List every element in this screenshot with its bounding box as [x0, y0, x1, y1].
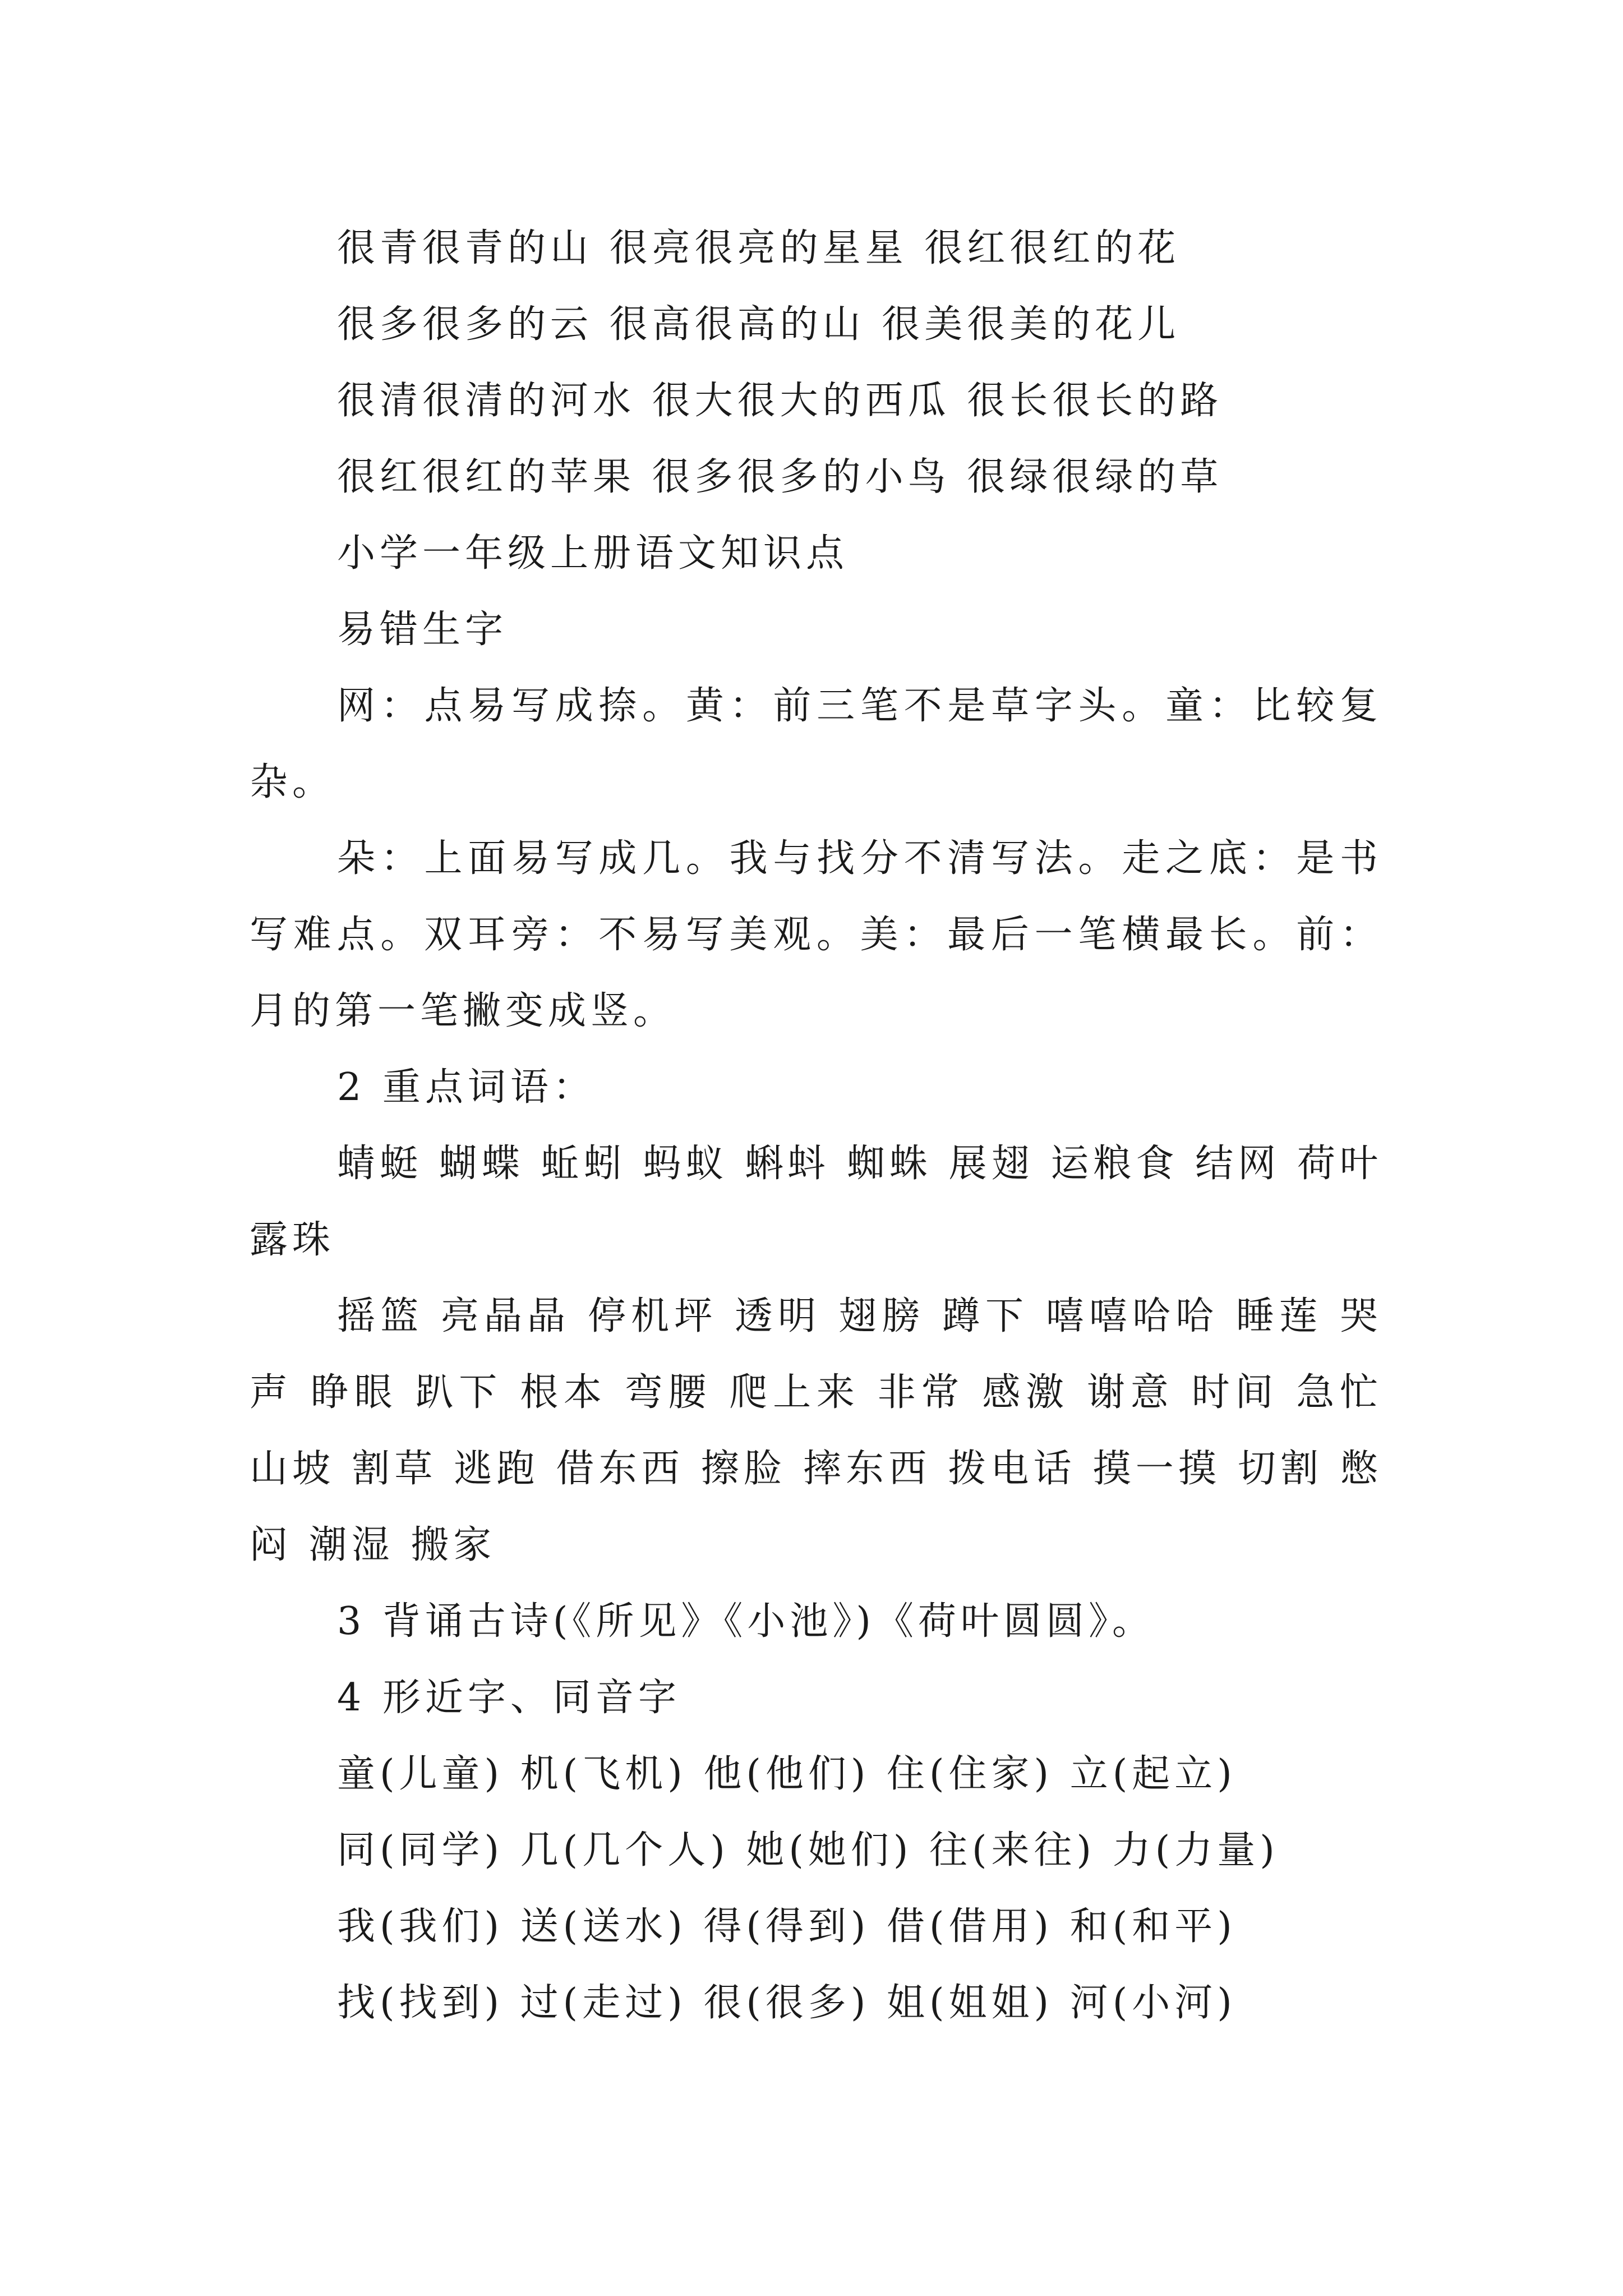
- text-line: 很青很青的山 很亮很亮的星星 很红很红的花: [337, 226, 1181, 270]
- section-heading: 2 重点词语：: [337, 1065, 596, 1110]
- text-line: 很多很多的云 很高很高的山 很美很美的花儿: [337, 302, 1181, 347]
- word-list: 摇篮 亮晶晶 停机坪 透明 翅膀 蹲下 嘻嘻哈哈 睡莲 哭声 睁眼 趴下 根本 弯腰 爬上来 非常 感激 谢意 时间 急忙 山坡 割草 逃跑 借东西 擦脸 摔东西 拨电话 摸一摸 切割 憋闷 潮湿 搬家: [250, 1294, 1382, 1567]
- section-heading: 4 形近字、同音字: [337, 1676, 681, 1720]
- document-body: [250, 210, 1382, 2041]
- document-title: 小学一年级上册语文知识点: [337, 531, 849, 576]
- paragraph: 朵：上面易写成几。我与找分不清写法。走之底：是书写难点。双耳旁：不易写美观。美：最后一笔横最长。前：月的第一笔撇变成竖。: [250, 836, 1382, 1033]
- section-heading: 3 背诵古诗(《所见》《小池》)《荷叶圆圆》。: [337, 1599, 1155, 1644]
- word-list: 蜻蜓 蝴蝶 蚯蚓 蚂蚁 蝌蚪 蜘蛛 展翅 运粮食 结网 荷叶 露珠: [250, 1142, 1382, 1262]
- character-row: 我(我们) 送(送水) 得(得到) 借(借用) 和(和平): [337, 1904, 1237, 1949]
- text-line: 很清很清的河水 很大很大的西瓜 很长很长的路: [337, 379, 1223, 423]
- character-row: 同(同学) 几(几个人) 她(她们) 往(来往) 力(力量): [337, 1828, 1279, 1872]
- section-heading: 易错生字: [337, 608, 508, 652]
- text-line: 很红很红的苹果 很多很多的小鸟 很绿很绿的草: [337, 455, 1223, 499]
- paragraph: 网：点易写成捺。黄：前三笔不是草字头。童：比较复杂。: [250, 684, 1382, 804]
- character-row: 找(找到) 过(走过) 很(很多) 姐(姐姐) 河(小河): [337, 1981, 1237, 2025]
- character-row: 童(儿童) 机(飞机) 他(他们) 住(住家) 立(起立): [337, 1752, 1237, 1796]
